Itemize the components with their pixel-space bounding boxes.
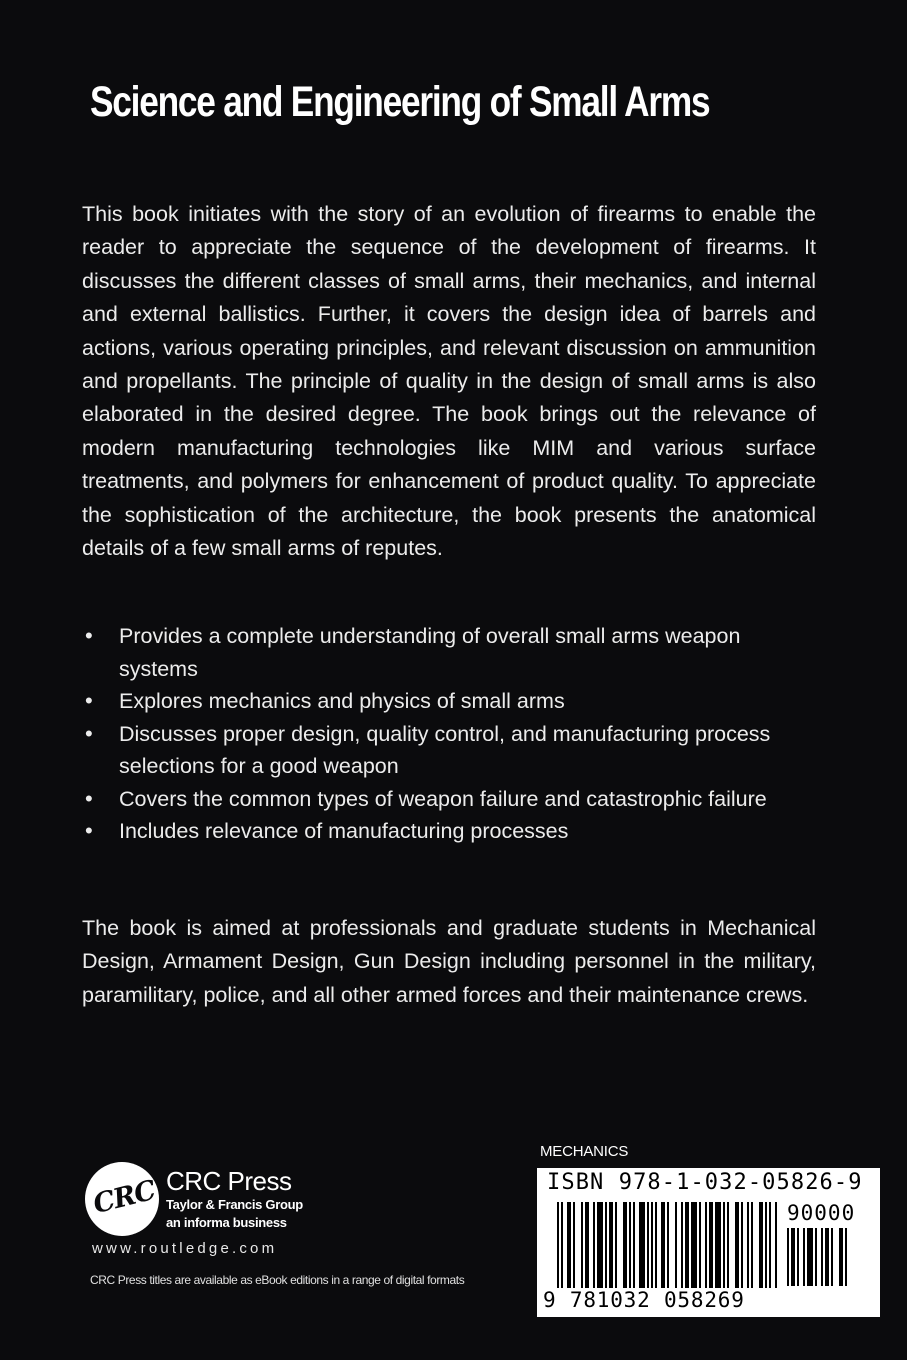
feature-item — [82, 815, 782, 848]
isbn-barcode — [537, 1168, 880, 1317]
publisher-website: www.routledge.com — [92, 1240, 278, 1257]
price-code: 90000 — [787, 1201, 856, 1225]
publisher-group: Taylor & Francis Group — [166, 1197, 303, 1212]
bullet-icon: • — [85, 785, 93, 811]
bullet-icon: • — [85, 688, 93, 713]
addon-barcode-bars — [787, 1228, 873, 1286]
feature-item — [82, 718, 782, 783]
feature-item — [82, 685, 782, 718]
feature-text: Covers the common types of weapon failure and catastrophic failure — [119, 786, 767, 811]
feature-text: Explores mechanics and physics of small arms — [119, 689, 565, 713]
bullet-icon: • — [85, 720, 93, 746]
bullet-icon: • — [85, 818, 93, 843]
ean-barcode-bars — [557, 1202, 777, 1288]
crc-logo-icon — [85, 1162, 159, 1236]
ean-digits: 9 781032 058269 — [543, 1288, 745, 1312]
publisher-business: an informa business — [166, 1215, 287, 1230]
book-description: This book initiates with the story of an evolution of firearms to enable the reader to appreciate the sequence of the development of firearms. It discusses the different classes of small arms, their mechanics, and internal and external ballistics. Further, it covers the design idea of barrels and actions, various operating principles, and relevant discussion on ammunition and propellants. The principle of quality in the design of small arms is also elaborated in the desired degree. The book brings out the relevance of modern manufacturing technologies like MIM and various surface treatments, and polymers for enhancement of product quality. To appreciate the sophistication of the architecture, the book presents the anatomical details of a few small arms of reputes. — [82, 202, 816, 561]
audience-paragraph: The book is aimed at professionals and graduate students in Mechanical Design, Armament Design, Gun Design including personnel in the military, paramilitary, police, and all other armed forces and their maintenance crews. — [82, 916, 816, 1007]
book-title: Science and Engineering of Small Arms — [90, 78, 710, 126]
subject-category: MECHANICS — [540, 1143, 629, 1160]
ebook-note: CRC Press titles are available as eBook editions in a range of digital formats — [90, 1273, 465, 1287]
crc-logo-text: CRC — [90, 1174, 159, 1221]
bullet-icon: • — [85, 623, 93, 648]
isbn-label: ISBN 978-1-032-05826-9 — [547, 1170, 863, 1195]
publisher-block — [166, 1166, 303, 1232]
feature-list — [82, 620, 782, 848]
feature-text: Includes relevance of manufacturing processes — [119, 819, 569, 843]
feature-text: Discusses proper design, quality control, and manufacturing process selections for a good weapon — [119, 721, 771, 778]
feature-item — [82, 620, 782, 685]
feature-text: Provides a complete understanding of overall small arms weapon systems — [119, 624, 741, 681]
publisher-name: CRC Press — [166, 1166, 292, 1196]
feature-item — [82, 783, 782, 816]
